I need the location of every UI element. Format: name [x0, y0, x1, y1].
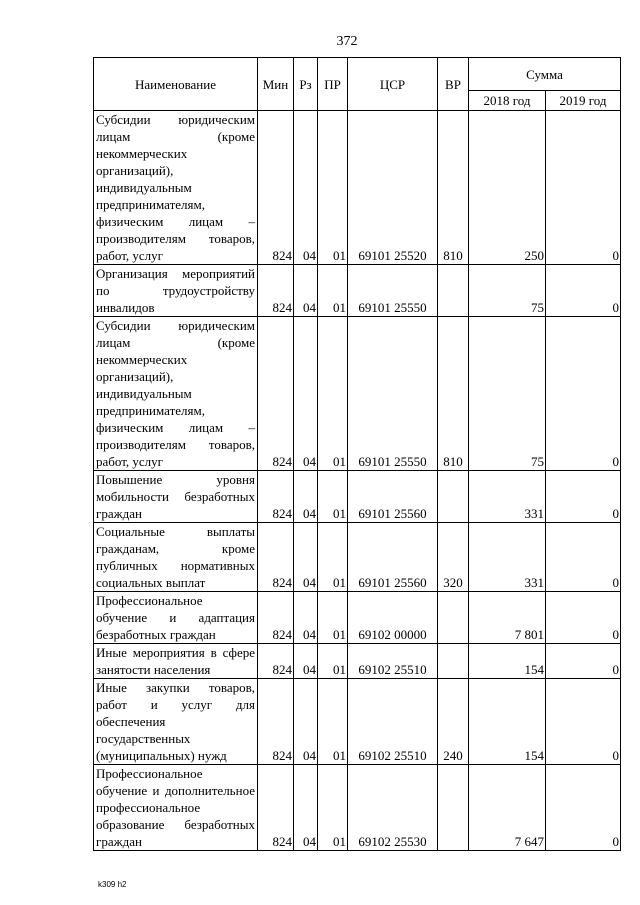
table-row — [94, 523, 621, 592]
header-csr: ЦСР — [348, 58, 438, 111]
cell-vr: 810 — [438, 111, 469, 265]
cell-y2019: 0 — [546, 644, 621, 679]
cell-vr: 240 — [438, 679, 469, 765]
cell-csr: 69101 25550 — [348, 317, 438, 471]
cell-rz: 04 — [294, 679, 318, 765]
footer-code: k309 h2 — [98, 880, 127, 889]
cell-y2018: 154 — [469, 679, 546, 765]
cell-name: Организация мероприятий по трудоустройству инвалидов — [94, 265, 258, 317]
cell-name: Профессиональное обучение и дополнительное профессиональное образование безработных граждан — [94, 765, 258, 851]
cell-y2019: 0 — [546, 765, 621, 851]
header-2018: 2018 год — [469, 91, 546, 111]
cell-vr — [438, 265, 469, 317]
cell-rz: 04 — [294, 111, 318, 265]
cell-pr: 01 — [318, 644, 348, 679]
header-vr: ВР — [438, 58, 469, 111]
cell-rz: 04 — [294, 592, 318, 644]
cell-name: Повышение уровня мобильности безработных граждан — [94, 471, 258, 523]
cell-y2018: 250 — [469, 111, 546, 265]
cell-rz: 04 — [294, 523, 318, 592]
cell-vr — [438, 471, 469, 523]
table-row — [94, 592, 621, 644]
cell-min: 824 — [258, 765, 294, 851]
cell-pr: 01 — [318, 765, 348, 851]
cell-y2019: 0 — [546, 471, 621, 523]
cell-rz: 04 — [294, 765, 318, 851]
cell-rz: 04 — [294, 265, 318, 317]
cell-name: Профессиональное обучение и адаптация безработных граждан — [94, 592, 258, 644]
cell-vr — [438, 592, 469, 644]
cell-csr: 69101 25520 — [348, 111, 438, 265]
cell-name: Социальные выплаты гражданам, кроме публичных нормативных социальных выплат — [94, 523, 258, 592]
cell-min: 824 — [258, 523, 294, 592]
table-body — [94, 111, 621, 851]
cell-y2019: 0 — [546, 265, 621, 317]
cell-vr — [438, 765, 469, 851]
cell-csr: 69101 25560 — [348, 471, 438, 523]
cell-y2019: 0 — [546, 523, 621, 592]
header-2019: 2019 год — [546, 91, 621, 111]
header-min: Мин — [258, 58, 294, 111]
cell-y2018: 331 — [469, 523, 546, 592]
cell-csr: 69102 25510 — [348, 679, 438, 765]
cell-pr: 01 — [318, 679, 348, 765]
cell-y2019: 0 — [546, 592, 621, 644]
cell-csr: 69101 25560 — [348, 523, 438, 592]
cell-pr: 01 — [318, 592, 348, 644]
cell-pr: 01 — [318, 265, 348, 317]
cell-y2018: 7 647 — [469, 765, 546, 851]
cell-min: 824 — [258, 592, 294, 644]
cell-csr: 69102 25530 — [348, 765, 438, 851]
table-row — [94, 471, 621, 523]
table-row — [94, 765, 621, 851]
cell-pr: 01 — [318, 111, 348, 265]
table-row — [94, 111, 621, 265]
cell-rz: 04 — [294, 471, 318, 523]
header-sum: Сумма — [469, 58, 621, 91]
cell-name: Субсидии юридическим лицам (кроме некоммерческих организаций), индивидуальным предпринимателям, физическим лицам – производителям товаров, работ, услуг — [94, 317, 258, 471]
cell-min: 824 — [258, 471, 294, 523]
table-row — [94, 644, 621, 679]
cell-y2018: 7 801 — [469, 592, 546, 644]
cell-name: Иные мероприятия в сфере занятости населения — [94, 644, 258, 679]
table-row — [94, 265, 621, 317]
cell-rz: 04 — [294, 317, 318, 471]
header-name: Наименование — [94, 58, 258, 111]
header-rz: Рз — [294, 58, 318, 111]
table-row — [94, 317, 621, 471]
cell-min: 824 — [258, 317, 294, 471]
cell-pr: 01 — [318, 471, 348, 523]
cell-csr: 69102 25510 — [348, 644, 438, 679]
header-pr: ПР — [318, 58, 348, 111]
cell-vr: 320 — [438, 523, 469, 592]
cell-min: 824 — [258, 679, 294, 765]
cell-pr: 01 — [318, 523, 348, 592]
cell-y2019: 0 — [546, 111, 621, 265]
cell-name: Субсидии юридическим лицам (кроме некоммерческих организаций), индивидуальным предпринимателям, физическим лицам – производителям товаров, работ, услуг — [94, 111, 258, 265]
cell-csr: 69101 25550 — [348, 265, 438, 317]
cell-vr — [438, 644, 469, 679]
cell-min: 824 — [258, 111, 294, 265]
cell-y2019: 0 — [546, 679, 621, 765]
cell-min: 824 — [258, 265, 294, 317]
cell-vr: 810 — [438, 317, 469, 471]
cell-pr: 01 — [318, 317, 348, 471]
cell-csr: 69102 00000 — [348, 592, 438, 644]
cell-rz: 04 — [294, 644, 318, 679]
cell-y2018: 75 — [469, 265, 546, 317]
cell-y2018: 154 — [469, 644, 546, 679]
cell-y2018: 331 — [469, 471, 546, 523]
cell-name: Иные закупки товаров, работ и услуг для обеспечения государственных (муниципальных) нужд — [94, 679, 258, 765]
page-number: 372 — [336, 34, 358, 49]
budget-table — [93, 57, 621, 851]
table-row — [94, 679, 621, 765]
cell-min: 824 — [258, 644, 294, 679]
cell-y2019: 0 — [546, 317, 621, 471]
cell-y2018: 75 — [469, 317, 546, 471]
